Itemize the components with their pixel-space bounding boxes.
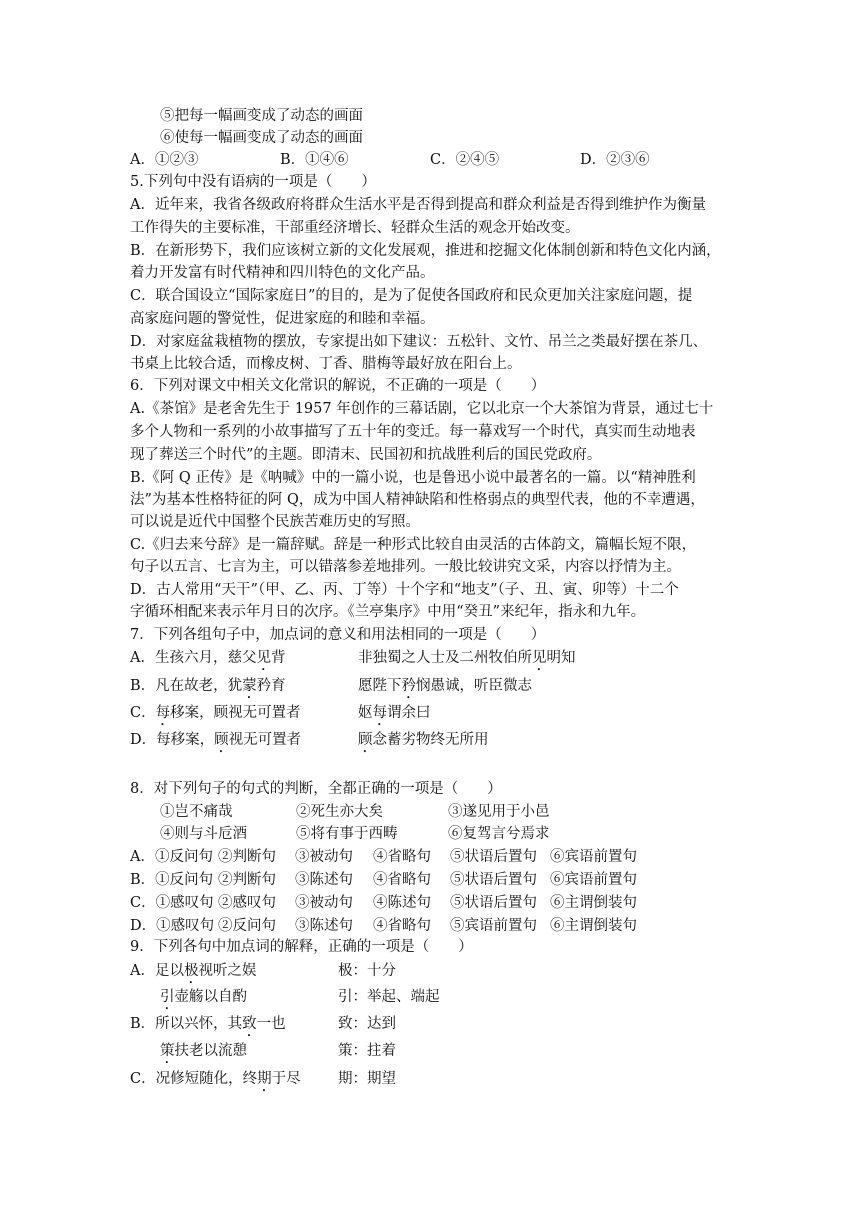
q9-gloss: 期：期望 [338,1071,396,1087]
q4-option-5: ⑤把每一幅画变成了动态的画面 [160,108,363,124]
q5-option-d-line1: D．对家庭盆栽植物的摆放，专家提出如下建议：五松针、文竹、吊兰之类最好摆在茶几、 [130,334,708,350]
q5-option-a-line2: 工作得失的主要标准，干部重经济增长、轻群众生活的观念开始改变。 [130,220,580,236]
q8-sentence: ③遂见用于小邑 [448,804,550,820]
q5-option-b-line2: 着力开发富有时代精神和四川特色的文化产品。 [130,265,435,281]
q8-option-cell: ②判断句 [218,872,276,888]
q7-right-sentence [358,648,576,674]
q8-option-cell: ③被动句 [295,895,353,911]
q7-right-emphasized-word: 矜 [401,678,416,694]
q7-left-sentence [130,676,286,702]
q9-text: A．足以 [130,963,184,979]
q7-right-sentence [358,730,489,756]
q7-left-text: 背 [270,650,286,666]
q6-stem: 6．下列对课文中相关文化常识的解说，不正确的一项是（ ） [130,378,546,394]
q8-option-cell: ③被动句 [295,849,353,865]
q6-option-c-line1: C.《归去来兮辞》是一篇辞赋。辞是一种形式比较自由灵活的古体韵文，篇幅长短不限， [130,537,697,553]
q6-option-a-line3: 现了葬送三个时代”的主题。即清末、民国初和抗战胜利后的国民党政府。 [130,447,602,463]
q8-option-cell: ④省略句 [373,872,431,888]
q7-left-text: D．每移案， [130,732,215,748]
q9-emphasized-word: 策 [160,1043,175,1059]
q7-left-text: 视无可置者 [228,732,302,748]
q8-option-cell: D．①感叹句 [130,918,215,934]
q7-left-text: C． [130,705,156,721]
q8-option-cell: A．①反问句 [130,849,213,865]
q9-gloss: 致：达到 [338,1016,396,1032]
q9-emphasized-word: 引 [160,989,175,1005]
q8-option-cell: ⑤状语后置句 [450,895,537,911]
q7-right-emphasized-word: 每 [372,705,387,721]
q7-right-text: 明知 [546,650,576,666]
q9-gloss: 策：拄着 [338,1043,396,1059]
q8-option-cell: ④陈述句 [373,895,431,911]
q7-left-sentence [130,648,285,674]
q8-stem: 8．对下列句子的句式的判断，全都正确的一项是（ ） [130,781,502,797]
q9-sentence [160,1041,247,1067]
q7-stem: 7．下列各组句子中，加点词的意义和用法相同的一项是（ ） [130,627,546,643]
q6-option-d-line2: 字循环相配来表示年月日的次序。《兰亭集序》中用“癸丑”来纪年，指永和九年。 [130,604,646,620]
q8-option-cell: C．①感叹句 [130,895,214,911]
q6-option-b-line3: 可以说是近代中国整个民族苦难历史的写照。 [130,514,420,530]
q9-gloss: 极：十分 [338,963,396,979]
q7-right-text: 愿陛下 [358,678,402,694]
q4-option-6: ⑥使每一幅画变成了动态的画面 [160,130,363,146]
q8-option-cell: ⑤状语后置句 [450,849,537,865]
q8-option-cell: ②感叹句 [218,895,276,911]
q7-left-sentence [130,730,301,756]
q8-option-cell: ⑥主谓倒装句 [550,918,637,934]
q9-text: 壶觞以自酌 [174,989,247,1005]
q7-right-emphasized-word: 顾 [358,732,373,748]
q8-option-cell: ③陈述句 [295,872,353,888]
q9-text: 于尽 [271,1071,301,1087]
q7-left-sentence [130,703,301,729]
q7-left-emphasized-word: 蒙 [242,678,257,694]
q4-choice-c: C．②④⑤ [430,152,500,168]
q9-sentence [130,961,256,987]
q6-option-b-line1: B.《阿 Q 正传》是《呐喊》中的一篇小说，也是鲁迅小说中最著名的一篇。以“精神胜利 [130,470,696,486]
q5-option-a-line1: A．近年来，我省各级政府将群众生活水平是否得到提高和群众利益是否得到维护作为衡量 [130,197,706,213]
q7-right-text: 悯愚诚，听臣微志 [416,678,532,694]
q7-right-text: 非独蜀之人士及二州牧伯所 [358,650,532,666]
q8-option-cell: ④省略句 [373,918,431,934]
q7-right-text: 谓余曰 [387,705,431,721]
q8-sentence: ⑤将有事于西畴 [296,826,398,842]
q5-option-d-line2: 书桌上比较合适，而橡皮树、丁香、腊梅等最好放在阳台上。 [130,356,522,372]
q9-text: 一也 [256,1016,286,1032]
q6-option-c-line2: 句子以五言、七言为主，可以错落参差地排列。一般比较讲究文采，内容以抒情为主。 [130,559,681,575]
q7-left-text: 矜育 [256,678,286,694]
q9-emphasized-word: 期 [257,1071,272,1087]
q8-sentence: ④则与斗卮酒 [160,826,247,842]
q8-option-cell: ⑤宾语前置句 [450,918,537,934]
q7-left-emphasized-word: 每 [155,705,171,721]
q8-option-cell: ③陈述句 [295,918,353,934]
q6-option-a-line1: A.《茶馆》是老舍先生于 1957 年创作的三幕话剧，它以北京一个大茶馆为背景，通过七十 [130,401,714,417]
q8-option-cell: ④省略句 [373,849,431,865]
q9-text: B．所以兴怀，其 [130,1016,243,1032]
q9-emphasized-word: 致 [242,1016,257,1032]
q4-choice-d: D．②③⑥ [580,152,650,168]
q8-option-cell: ②判断句 [218,849,276,865]
q9-emphasized-word: 极 [183,963,199,979]
q8-option-cell: ②反问句 [218,918,276,934]
q4-choice-b: B．①④⑥ [280,152,349,168]
q7-right-text: 念蓄劣物终无所用 [372,732,489,748]
q8-option-cell: ⑤状语后置句 [450,872,537,888]
q7-right-text: 妪 [358,705,373,721]
q9-text: 视听之娱 [198,963,257,979]
q9-sentence [130,1014,286,1040]
q7-left-emphasized-word: 见 [256,650,271,666]
q8-option-cell: ⑥宾语前置句 [550,849,637,865]
q9-text: C．况修短随化，终 [130,1071,258,1087]
q6-option-b-line2: 法”为基本性格特征的阿 Q，成为中国人精神缺陷和性格弱点的典型代表，他的不幸遭遇， [130,492,705,508]
q7-left-text: A．生孩六月，慈父 [130,650,257,666]
q7-left-text: 移案，顾视无可置者 [170,705,301,721]
q4-choice-a: A．①②③ [130,152,199,168]
q9-stem: 9．下列各句中加点词的解释，正确的一项是（ ） [130,939,473,955]
q7-left-text: B．凡在故老，犹 [130,678,243,694]
q9-gloss: 引：举起、端起 [338,989,440,1005]
q5-stem: 5.下列句中没有语病的一项是（ ） [130,174,376,190]
q8-option-cell: ⑥宾语前置句 [550,872,637,888]
q9-sentence [130,1069,301,1095]
q8-sentence: ②死生亦大矣 [296,804,383,820]
q6-option-d-line1: D．古人常用“天干”（甲、乙、丙、丁等）十个字和“地支”（子、丑、寅、卯等）十二个 [130,582,679,598]
q8-sentence: ⑥复驾言兮焉求 [448,826,550,842]
q7-left-emphasized-word: 顾 [214,732,229,748]
q8-option-cell: ⑥主谓倒装句 [550,895,637,911]
q6-option-a-line2: 多个人物和一系列的小故事描写了五十年的变迁。每一幕戏写一个时代，真实而生动地表 [130,424,696,440]
q7-right-sentence [358,703,431,729]
q9-sentence [160,987,247,1013]
q9-text: 扶老以流憩 [174,1043,247,1059]
q8-sentence: ①岂不痛哉 [160,804,233,820]
q5-option-b-line1: B．在新形势下，我们应该树立新的文化发展观，推进和挖掘文化体制创新和特色文化内涵， [130,243,721,259]
q5-option-c-line1: C．联合国设立“国际家庭日”的目的，是为了促使各国政府和民众更加关注家庭问题，提 [130,288,693,304]
q8-option-cell: B．①反问句 [130,872,214,888]
q5-option-c-line2: 高家庭问题的警觉性，促进家庭的和睦和幸福。 [130,311,435,327]
q7-right-sentence [358,676,532,702]
q7-right-emphasized-word: 见 [532,650,547,666]
